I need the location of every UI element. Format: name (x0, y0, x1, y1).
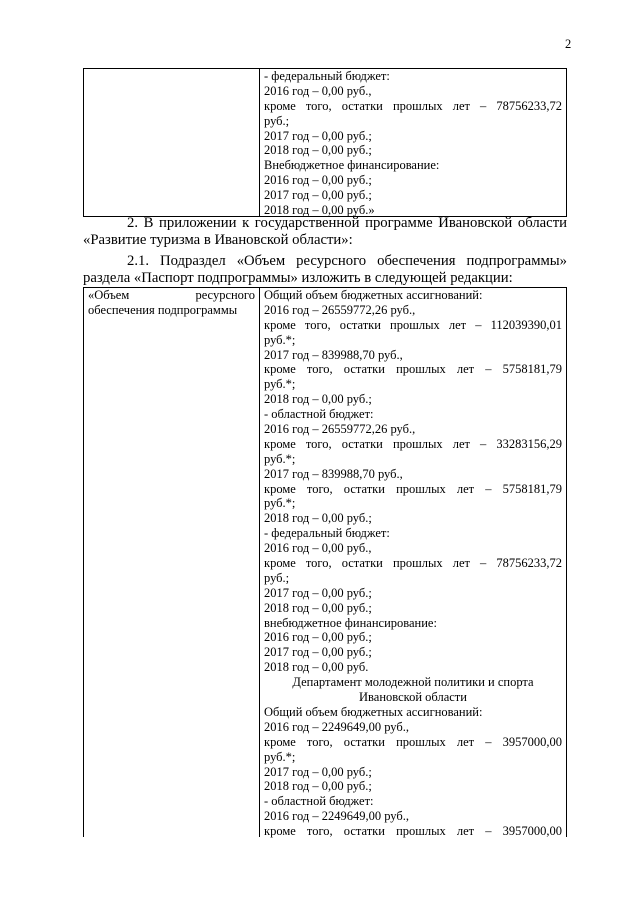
paragraph-line: 2.1. Подраздел «Объем ресурсного обеспечения подпрограммы» (127, 253, 567, 269)
table-cell-line: кроме того, остатки прошлых лет – 112039390,01 (264, 317, 562, 332)
table-cell-line: 2016 год – 0,00 руб., (264, 83, 372, 98)
table-cell-left (84, 69, 260, 216)
table-resource-support (83, 287, 567, 837)
page-number: 2 (565, 37, 572, 51)
table-cell-line: кроме того, остатки прошлых лет – 5758181,79 (264, 362, 562, 377)
table-cell-line: - федеральный бюджет: (264, 526, 390, 541)
table-cell-line: руб.*; (264, 332, 296, 347)
table-cell-line: 2018 год – 0,00 руб.» (264, 203, 375, 218)
table-cell-line: 2016 год – 26559772,26 руб., (264, 302, 416, 317)
table-cell-line: руб.; (264, 570, 290, 585)
table-cell-line: 2016 год – 2249649,00 руб., (264, 719, 409, 734)
table-cell-line: кроме того, остатки прошлых лет – 3957000,00 (264, 824, 562, 839)
table-cell-left (84, 288, 260, 837)
paragraph-amendment-2-1 (83, 253, 567, 287)
table-cell-line: - федеральный бюджет: (264, 69, 390, 83)
table-cell-line: 2016 год – 0,00 руб.; (264, 173, 372, 188)
table-cell-line: 2016 год – 0,00 руб., (264, 541, 372, 556)
paragraph-amendment-2 (83, 215, 567, 249)
table-cell-line: Общий объем бюджетных ассигнований: (264, 704, 483, 719)
table-cell-line: кроме того, остатки прошлых лет – 78756233,72 (264, 98, 562, 113)
table-cell-line: 2018 год – 0,00 руб. (264, 660, 369, 675)
table-continued (83, 68, 567, 217)
table-cell-right (260, 288, 566, 837)
paragraph-line: «Развитие туризма в Ивановской области»: (83, 232, 353, 248)
table-cell-line: 2017 год – 839988,70 руб., (264, 347, 403, 362)
table-cell-line: 2018 год – 0,00 руб.; (264, 143, 372, 158)
table-cell-line: руб.*; (264, 377, 296, 392)
table-cell-line: руб.; (264, 113, 290, 128)
paragraph-line: раздела «Паспорт подпрограммы» изложить в следующей редакции: (83, 270, 513, 286)
table-cell-line: 2018 год – 0,00 руб.; (264, 779, 372, 794)
table-cell-right (260, 69, 566, 216)
table-cell-line: 2017 год – 0,00 руб.; (264, 764, 372, 779)
table-cell-line: кроме того, остатки прошлых лет – 3957000,00 (264, 734, 562, 749)
table-cell-line: - областной бюджет: (264, 794, 374, 809)
table-cell-line: 2017 год – 0,00 руб.; (264, 645, 372, 660)
table-cell-line: 2017 год – 0,00 руб.; (264, 585, 372, 600)
table-cell-line: кроме того, остатки прошлых лет – 78756233,72 (264, 556, 562, 571)
table-cell-line: Департамент молодежной политики и спорта (292, 675, 534, 690)
table-cell-line: 2017 год – 839988,70 руб., (264, 466, 403, 481)
table-cell-line: 2016 год – 26559772,26 руб., (264, 422, 416, 437)
table-cell-line: 2017 год – 0,00 руб.; (264, 128, 372, 143)
table-cell-line: Общий объем бюджетных ассигнований: (264, 288, 483, 302)
paragraph-line: 2. В приложении к государственной программе Ивановской области (127, 215, 567, 231)
table-cell-line: 2017 год – 0,00 руб.; (264, 188, 372, 203)
table-cell-line: Внебюджетное финансирование: (264, 158, 440, 173)
table-cell-line: 2018 год – 0,00 руб.; (264, 511, 372, 526)
table-cell-line: 2016 год – 2249649,00 руб., (264, 809, 409, 824)
table-cell-line: обеспечения подпрограммы (88, 302, 238, 317)
table-cell-line: Ивановской области (359, 690, 467, 705)
table-cell-line: «Объем ресурсного (88, 288, 255, 302)
table-cell-line: 2016 год – 0,00 руб.; (264, 630, 372, 645)
table-cell-line: руб.*; (264, 451, 296, 466)
table-cell-line: руб.*; (264, 496, 296, 511)
table-cell-line: кроме того, остатки прошлых лет – 33283156,29 (264, 436, 562, 451)
table-cell-line: 2018 год – 0,00 руб.; (264, 392, 372, 407)
table-cell-line: внебюджетное финансирование: (264, 615, 437, 630)
table-cell-line: - областной бюджет: (264, 407, 374, 422)
table-cell-line: кроме того, остатки прошлых лет – 5758181,79 (264, 481, 562, 496)
table-cell-line: 2018 год – 0,00 руб.; (264, 600, 372, 615)
table-cell-line: руб.*; (264, 749, 296, 764)
